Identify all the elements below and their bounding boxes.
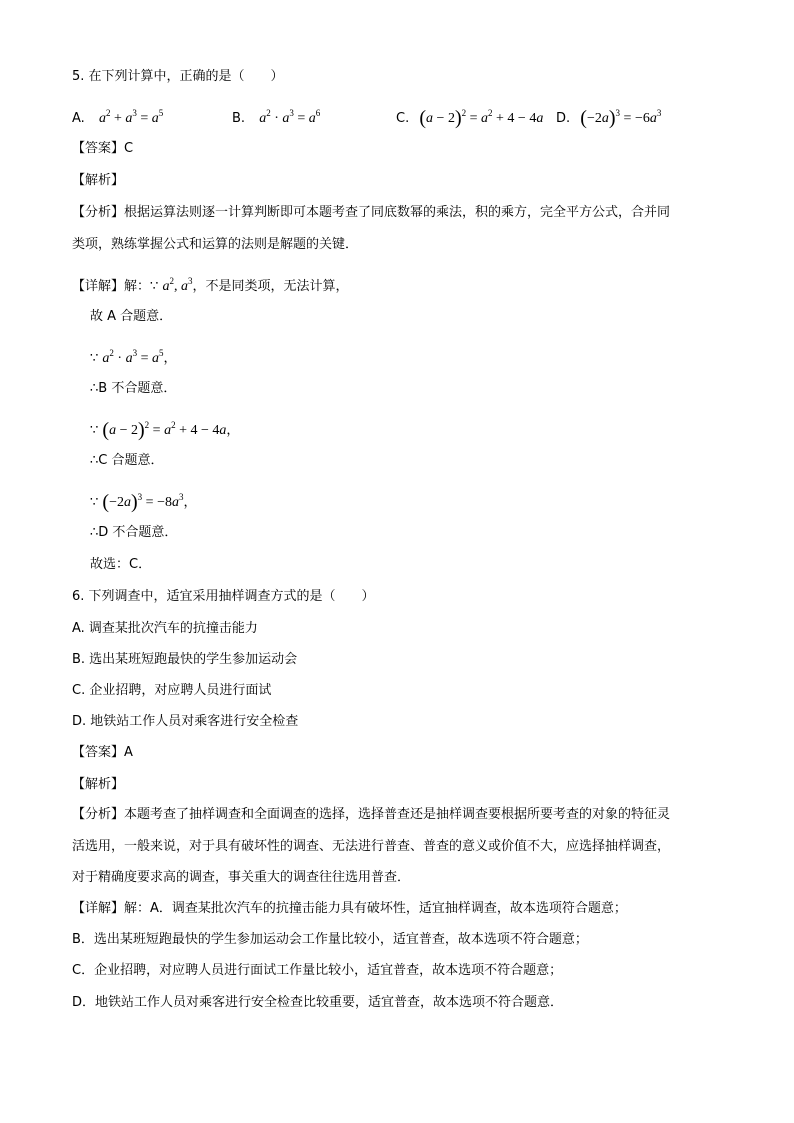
q5-option-c-expr: $(a - 2)^2 = a^2 + 4 - 4a$ bbox=[419, 107, 544, 129]
detail-tag: 【详解】 bbox=[72, 279, 125, 294]
q5-fenxi-line1 bbox=[72, 204, 670, 222]
detail-terms: $a^2$, $a^3$ bbox=[162, 276, 193, 294]
q5-step-3: ∴B 不合题意． bbox=[90, 381, 177, 396]
answer-tag: 【答案】 bbox=[72, 745, 125, 760]
q6-option-b: B. 选出某班短跑最快的学生参加运动会 bbox=[72, 652, 298, 667]
detail-rest: ，不是同类项，无法计算， bbox=[192, 279, 349, 294]
q6-detail-line4: D．地铁站工作人员对乘客进行安全检查比较重要，适宜普查，故本选项不符合题意． bbox=[72, 995, 564, 1010]
detail-text: 解：A．调查某批次汽车的抗撞击能力具有破坏性，适宜抽样调查，故本选项符合题意； bbox=[124, 901, 627, 916]
step-2-suffix: ， bbox=[163, 351, 177, 366]
q5-step-5: ∴C 合题意． bbox=[90, 453, 164, 468]
step-6-suffix: ， bbox=[183, 495, 197, 510]
q5-stem: 5. 在下列计算中，正确的是（ ） bbox=[72, 69, 284, 84]
q5-step-8: 故选：C． bbox=[90, 557, 152, 572]
q5-answer bbox=[72, 140, 133, 158]
answer-value: C bbox=[124, 141, 134, 156]
q5-option-b-expr: $a^2 \cdot a^3 = a^6$ bbox=[259, 108, 321, 126]
q5-option-d bbox=[556, 104, 661, 128]
q6-option-a: A. 调查某批次汽车的抗撞击能力 bbox=[72, 621, 258, 636]
fenxi-tag: 【分析】 bbox=[72, 807, 125, 822]
because-symbol: ∵ bbox=[90, 351, 99, 366]
q6-analysis-tag: 【解析】 bbox=[72, 777, 125, 792]
q5-option-c bbox=[396, 104, 543, 128]
q6-fenxi-line1 bbox=[72, 806, 670, 824]
q5-option-c-label: C. bbox=[396, 111, 410, 126]
q5-option-d-label: D. bbox=[556, 111, 571, 126]
q6-option-c: C. 企业招聘，对应聘人员进行面试 bbox=[72, 683, 272, 698]
q6-fenxi-line2: 活选用，一般来说，对于具有破坏性的调查、无法进行普查、普查的意义或价值不大，应选择抽样调查， bbox=[72, 839, 671, 854]
q5-option-a-expr: $a^2 + a^3 = a^5$ bbox=[98, 108, 164, 126]
q6-detail-line3: C．企业招聘，对应聘人员进行面试工作量比较小，适宜普查，故本选项不符合题意； bbox=[72, 963, 563, 978]
q6-detail-line2: B．选出某班短跑最快的学生参加运动会工作量比较小，适宜普查，故本选项不符合题意； bbox=[72, 932, 588, 947]
step-4-expr: $(a - 2)^2 = a^2 + 4 - 4a$ bbox=[102, 419, 227, 441]
q6-fenxi-line3: 对于精确度要求高的调查，事关重大的调查往往选用普查． bbox=[72, 870, 411, 885]
q5-step-4 bbox=[90, 416, 239, 440]
step-6-expr: $(-2a)^3 = -8a^3$ bbox=[102, 491, 184, 513]
because-symbol: ∵ bbox=[90, 423, 99, 438]
q5-option-b-label: B. bbox=[232, 111, 246, 126]
q6-detail-line1 bbox=[72, 900, 627, 918]
because-symbol: ∵ bbox=[90, 495, 99, 510]
detail-intro: 解：∵ bbox=[124, 279, 159, 294]
detail-tag: 【详解】 bbox=[72, 901, 125, 916]
q5-step-7: ∴D 不合题意． bbox=[90, 525, 178, 540]
q5-step-2 bbox=[90, 344, 177, 368]
q5-option-a bbox=[72, 104, 163, 128]
answer-tag: 【答案】 bbox=[72, 141, 125, 156]
q6-answer bbox=[72, 744, 133, 762]
q6-option-d: D. 地铁站工作人员对乘客进行安全检查 bbox=[72, 714, 299, 729]
q5-step-6 bbox=[90, 488, 196, 512]
fenxi-text: 根据运算法则逐一计算判断即可本题考查了同底数幂的乘法，积的乘方，完全平方公式，合并同 bbox=[124, 205, 671, 220]
q5-option-d-expr: $(-2a)^3 = -6a^3$ bbox=[580, 107, 662, 129]
q5-fenxi-line2: 类项，熟练掌握公式和运算的法则是解题的关键． bbox=[72, 237, 359, 252]
fenxi-tag: 【分析】 bbox=[72, 205, 125, 220]
q5-detail-line bbox=[72, 272, 348, 296]
q5-analysis-tag: 【解析】 bbox=[72, 173, 125, 188]
q5-option-a-label: A. bbox=[72, 111, 85, 126]
q5-option-b bbox=[232, 104, 320, 128]
step-2-expr: $a^2 \cdot a^3 = a^5$ bbox=[102, 348, 164, 366]
step-4-suffix: ， bbox=[226, 423, 240, 438]
q6-stem: 6. 下列调查中，适宜采用抽样调查方式的是（ ） bbox=[72, 589, 375, 604]
fenxi-text: 本题考查了抽样调查和全面调查的选择，选择普查还是抽样调查要根据所要考查的对象的特征灵 bbox=[124, 807, 671, 822]
answer-value: A bbox=[124, 745, 133, 760]
q5-step-1: 故 A 合题意． bbox=[90, 309, 173, 324]
